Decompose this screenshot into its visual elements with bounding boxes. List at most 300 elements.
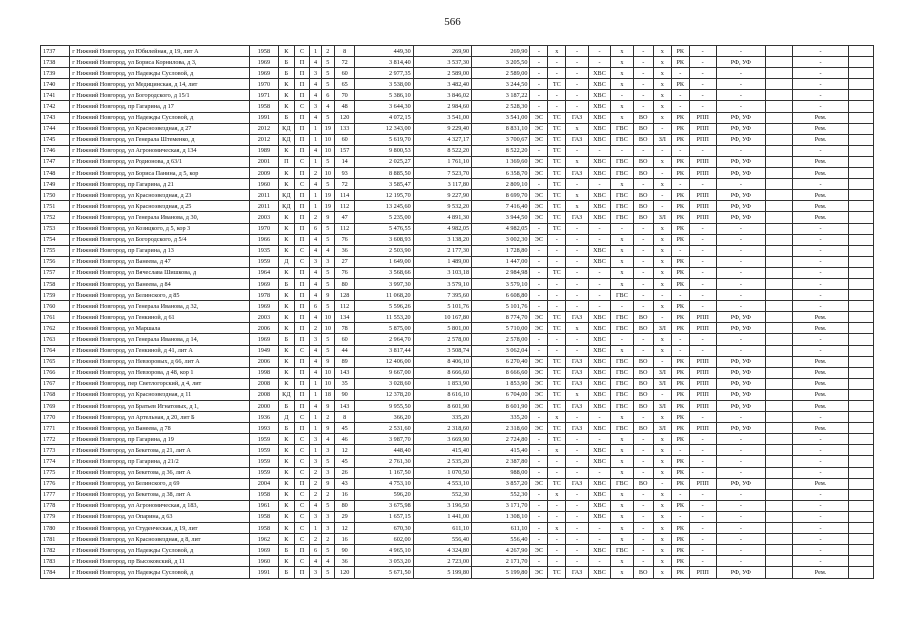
cell-c1: - bbox=[530, 57, 548, 68]
cell-cls: Д bbox=[278, 412, 294, 423]
cell-c8: РК bbox=[671, 123, 689, 134]
cell-c13 bbox=[849, 234, 874, 245]
cell-c1: - bbox=[530, 179, 548, 190]
cell-c6: - bbox=[633, 245, 653, 256]
cell-c11 bbox=[766, 378, 793, 389]
cell-no: 1767 bbox=[41, 378, 70, 389]
cell-c8: РК bbox=[671, 356, 689, 367]
cell-c1: - bbox=[530, 434, 548, 445]
cell-address: г Нижний Новгород, ул Бориса Панина, д 5, кор bbox=[70, 168, 250, 179]
cell-c2: х bbox=[548, 46, 566, 57]
cell-c3: х bbox=[566, 389, 588, 400]
cell-apts: 112 bbox=[335, 223, 355, 234]
cell-area_total: 2 964,70 bbox=[355, 334, 413, 345]
cell-c8: РК bbox=[671, 212, 689, 223]
cell-area_living: 3 482,40 bbox=[413, 79, 471, 90]
cell-apts: 12 bbox=[335, 445, 355, 456]
cell-c3: ГАЗ bbox=[566, 567, 588, 578]
cell-apts: 27 bbox=[335, 256, 355, 267]
cell-c3: - bbox=[566, 556, 588, 567]
cell-address: г Нижний Новгород, ул Генерала Иванова, д 30, bbox=[70, 212, 250, 223]
cell-floors: 3 bbox=[310, 511, 321, 522]
table-row bbox=[41, 290, 874, 301]
cell-area_res: 2 984,98 bbox=[472, 267, 530, 278]
cell-c5: ГВС bbox=[611, 312, 633, 323]
cell-year: 1949 bbox=[249, 345, 278, 356]
cell-apts: 76 bbox=[335, 267, 355, 278]
cell-address: г Нижний Новгород, пр Гагарина, д 13 bbox=[70, 245, 250, 256]
cell-no: 1740 bbox=[41, 79, 70, 90]
cell-c5: х bbox=[611, 467, 633, 478]
cell-cls: Б bbox=[278, 68, 294, 79]
cell-c2: х bbox=[548, 412, 566, 423]
cell-c5: ГВС bbox=[611, 367, 633, 378]
cell-floors: 1 bbox=[310, 46, 321, 57]
cell-c10: РФ, УФ bbox=[716, 378, 765, 389]
cell-area_living: 7 523,70 bbox=[413, 168, 471, 179]
cell-c11 bbox=[766, 534, 793, 545]
cell-address: г Нижний Новгород, ул Надежды Сусловой, д bbox=[70, 112, 250, 123]
cell-year: 2011 bbox=[249, 201, 278, 212]
cell-apts: 44 bbox=[335, 345, 355, 356]
cell-ent: 10 bbox=[321, 378, 334, 389]
cell-c1: - bbox=[530, 68, 548, 79]
cell-c8: - bbox=[671, 145, 689, 156]
cell-c5: ГВС bbox=[611, 190, 633, 201]
cell-c3: - bbox=[566, 79, 588, 90]
cell-c13 bbox=[849, 489, 874, 500]
cell-c8: - bbox=[671, 489, 689, 500]
cell-c6: - bbox=[633, 500, 653, 511]
cell-c3: - bbox=[566, 301, 588, 312]
cell-c4: ХВС bbox=[588, 389, 610, 400]
cell-c2: - bbox=[548, 290, 566, 301]
cell-c8: РК bbox=[671, 323, 689, 334]
cell-no: 1777 bbox=[41, 489, 70, 500]
cell-address: г Нижний Новгород, ул Генерала Штеменко, д bbox=[70, 134, 250, 145]
cell-address: г Нижний Новгород, ул Генкиной, д 41, лит А bbox=[70, 345, 250, 356]
cell-year: 2004 bbox=[249, 478, 278, 489]
cell-c2: - bbox=[548, 511, 566, 522]
cell-c7: ЗЛ bbox=[653, 367, 671, 378]
cell-ent: 5 bbox=[321, 345, 334, 356]
cell-ent: 5 bbox=[321, 334, 334, 345]
cell-c3: - bbox=[566, 267, 588, 278]
table-row bbox=[41, 489, 874, 500]
cell-year: 1969 bbox=[249, 57, 278, 68]
cell-c5: х bbox=[611, 500, 633, 511]
cell-area_living: 8 616,10 bbox=[413, 389, 471, 400]
cell-area_res: 2 387,80 bbox=[472, 456, 530, 467]
cell-c3: - bbox=[566, 445, 588, 456]
cell-year: 1970 bbox=[249, 223, 278, 234]
cell-c10: - bbox=[716, 46, 765, 57]
cell-c12: Рем. bbox=[793, 323, 849, 334]
cell-c10: РФ, УФ bbox=[716, 389, 765, 400]
cell-year: 2006 bbox=[249, 323, 278, 334]
cell-c10: - bbox=[716, 500, 765, 511]
cell-cls: КД bbox=[278, 123, 294, 134]
cell-area_res: 1 369,60 bbox=[472, 156, 530, 167]
cell-c4: ХВС bbox=[588, 334, 610, 345]
cell-c7: х bbox=[653, 90, 671, 101]
cell-area_living: 4 327,17 bbox=[413, 134, 471, 145]
cell-c9: - bbox=[689, 179, 716, 190]
cell-c7: х bbox=[653, 179, 671, 190]
cell-year: 1959 bbox=[249, 456, 278, 467]
cell-apts: 76 bbox=[335, 234, 355, 245]
cell-no: 1758 bbox=[41, 278, 70, 289]
cell-area_total: 11 068,20 bbox=[355, 290, 413, 301]
cell-area_total: 9 955,50 bbox=[355, 401, 413, 412]
cell-c4: - bbox=[588, 301, 610, 312]
cell-apts: 80 bbox=[335, 500, 355, 511]
cell-c11 bbox=[766, 545, 793, 556]
cell-c3: ГАЗ bbox=[566, 112, 588, 123]
cell-c13 bbox=[849, 378, 874, 389]
cell-ent: 10 bbox=[321, 145, 334, 156]
cell-c13 bbox=[849, 534, 874, 545]
cell-c2: ТС bbox=[548, 168, 566, 179]
cell-c9: - bbox=[689, 79, 716, 90]
cell-mat: П bbox=[294, 301, 310, 312]
cell-c6: - bbox=[633, 90, 653, 101]
table-row bbox=[41, 345, 874, 356]
cell-no: 1755 bbox=[41, 245, 70, 256]
cell-c11 bbox=[766, 101, 793, 112]
cell-year: 1991 bbox=[249, 567, 278, 578]
cell-mat: С bbox=[294, 345, 310, 356]
cell-c10: - bbox=[716, 334, 765, 345]
cell-c8: - bbox=[671, 68, 689, 79]
cell-c12: - bbox=[793, 334, 849, 345]
cell-floors: 3 bbox=[310, 68, 321, 79]
cell-address: г Нижний Новгород, ул Ванеева, д 78 bbox=[70, 423, 250, 434]
cell-address: г Нижний Новгород, ул Бекетова, д 38, лит А bbox=[70, 489, 250, 500]
table-row bbox=[41, 123, 874, 134]
cell-c5: ГВС bbox=[611, 401, 633, 412]
cell-cls: К bbox=[278, 223, 294, 234]
cell-cls: Б bbox=[278, 567, 294, 578]
cell-c6: ВО bbox=[633, 134, 653, 145]
cell-c12: - bbox=[793, 523, 849, 534]
cell-c10: - bbox=[716, 534, 765, 545]
cell-c10: РФ, УФ bbox=[716, 212, 765, 223]
cell-c6: - bbox=[633, 256, 653, 267]
cell-c4: - bbox=[588, 267, 610, 278]
cell-area_res: 3 171,70 bbox=[472, 500, 530, 511]
cell-c3: - bbox=[566, 68, 588, 79]
cell-c12: - bbox=[793, 456, 849, 467]
cell-floors: 1 bbox=[310, 156, 321, 167]
cell-c2: ТС bbox=[548, 434, 566, 445]
cell-c6: - bbox=[633, 278, 653, 289]
cell-area_living: 2 177,30 bbox=[413, 245, 471, 256]
cell-c9: РПП bbox=[689, 567, 716, 578]
cell-ent: 5 bbox=[321, 267, 334, 278]
cell-mat: П bbox=[294, 312, 310, 323]
cell-area_res: 4 267,90 bbox=[472, 545, 530, 556]
cell-c9: РПП bbox=[689, 378, 716, 389]
cell-mat: С bbox=[294, 434, 310, 445]
cell-c1: - bbox=[530, 456, 548, 467]
cell-c7: ЗЛ bbox=[653, 134, 671, 145]
cell-apts: 36 bbox=[335, 556, 355, 567]
cell-c1: - bbox=[530, 334, 548, 345]
cell-c6: ВО bbox=[633, 201, 653, 212]
cell-c13 bbox=[849, 79, 874, 90]
cell-c8: РК bbox=[671, 46, 689, 57]
cell-c6: ВО bbox=[633, 389, 653, 400]
cell-mat: П bbox=[294, 123, 310, 134]
cell-c5: х bbox=[611, 267, 633, 278]
cell-c3: ГАЗ bbox=[566, 378, 588, 389]
cell-c8: РК bbox=[671, 423, 689, 434]
cell-address: г Нижний Новгород, ул Агрономическая, д 134 bbox=[70, 145, 250, 156]
cell-c7: х bbox=[653, 456, 671, 467]
cell-no: 1768 bbox=[41, 389, 70, 400]
cell-floors: 2 bbox=[310, 323, 321, 334]
cell-ent: 10 bbox=[321, 323, 334, 334]
cell-c7: х bbox=[653, 534, 671, 545]
cell-c12: - bbox=[793, 57, 849, 68]
cell-c11 bbox=[766, 212, 793, 223]
cell-cls: К bbox=[278, 245, 294, 256]
register-body bbox=[41, 46, 874, 579]
cell-address: г Нижний Новгород, ул Вячеслава Шишкова, д bbox=[70, 267, 250, 278]
cell-c4: ХВС bbox=[588, 456, 610, 467]
cell-area_res: 8 774,70 bbox=[472, 312, 530, 323]
cell-c1: - bbox=[530, 267, 548, 278]
cell-c7: х bbox=[653, 412, 671, 423]
cell-address: г Нижний Новгород, ул Артельная, д 20, лит Б bbox=[70, 412, 250, 423]
cell-area_total: 13 245,60 bbox=[355, 201, 413, 212]
cell-c10: - bbox=[716, 145, 765, 156]
cell-apts: 89 bbox=[335, 356, 355, 367]
cell-address: г Нижний Новгород, пр Гагарина, д 19 bbox=[70, 434, 250, 445]
cell-area_living: 7 395,60 bbox=[413, 290, 471, 301]
table-row bbox=[41, 412, 874, 423]
cell-c1: ЭС bbox=[530, 378, 548, 389]
cell-c5: х bbox=[611, 278, 633, 289]
cell-c2: ТС bbox=[548, 112, 566, 123]
cell-c12: Рем. bbox=[793, 156, 849, 167]
cell-c12: - bbox=[793, 68, 849, 79]
cell-year: 2008 bbox=[249, 378, 278, 389]
table-row bbox=[41, 434, 874, 445]
cell-c1: - bbox=[530, 223, 548, 234]
cell-c7: х bbox=[653, 223, 671, 234]
cell-c5: ГВС bbox=[611, 378, 633, 389]
cell-no: 1753 bbox=[41, 223, 70, 234]
cell-c1: - bbox=[530, 489, 548, 500]
cell-c9: - bbox=[689, 68, 716, 79]
cell-c5: х bbox=[611, 445, 633, 456]
cell-c12: - bbox=[793, 345, 849, 356]
cell-area_res: 8 601,90 bbox=[472, 401, 530, 412]
cell-c6: - bbox=[633, 445, 653, 456]
cell-no: 1774 bbox=[41, 456, 70, 467]
cell-no: 1771 bbox=[41, 423, 70, 434]
cell-c10: - bbox=[716, 301, 765, 312]
cell-area_total: 2 531,60 bbox=[355, 423, 413, 434]
cell-c9: - bbox=[689, 57, 716, 68]
cell-address: г Нижний Новгород, пр Гагарина, д 21/2 bbox=[70, 456, 250, 467]
cell-floors: 4 bbox=[310, 179, 321, 190]
cell-ent: 5 bbox=[321, 456, 334, 467]
cell-ent: 9 bbox=[321, 401, 334, 412]
cell-c6: ВО bbox=[633, 378, 653, 389]
cell-cls: К bbox=[278, 456, 294, 467]
cell-ent: 5 bbox=[321, 567, 334, 578]
cell-c11 bbox=[766, 256, 793, 267]
cell-ent: 5 bbox=[321, 545, 334, 556]
cell-cls: К bbox=[278, 511, 294, 522]
cell-floors: 4 bbox=[310, 90, 321, 101]
cell-c13 bbox=[849, 500, 874, 511]
cell-area_living: 4 553,10 bbox=[413, 478, 471, 489]
cell-c3: - bbox=[566, 534, 588, 545]
cell-c4: ХВС bbox=[588, 489, 610, 500]
cell-c4: ХВС bbox=[588, 190, 610, 201]
cell-address: г Нижний Новгород, ул Медицинская, д 14, лит bbox=[70, 79, 250, 90]
cell-area_total: 2 503,90 bbox=[355, 245, 413, 256]
cell-c7: х bbox=[653, 545, 671, 556]
cell-c6: ВО bbox=[633, 156, 653, 167]
cell-c1: ЭС bbox=[530, 134, 548, 145]
cell-mat: С bbox=[294, 179, 310, 190]
cell-floors: 3 bbox=[310, 256, 321, 267]
cell-c11 bbox=[766, 323, 793, 334]
cell-c1: ЭС bbox=[530, 356, 548, 367]
cell-c6: - bbox=[633, 467, 653, 478]
cell-cls: К bbox=[278, 556, 294, 567]
cell-c13 bbox=[849, 434, 874, 445]
cell-cls: К bbox=[278, 434, 294, 445]
cell-c1: - bbox=[530, 79, 548, 90]
cell-area_total: 1 657,15 bbox=[355, 511, 413, 522]
table-row bbox=[41, 467, 874, 478]
cell-apts: 45 bbox=[335, 456, 355, 467]
cell-area_res: 2 589,00 bbox=[472, 68, 530, 79]
cell-cls: Б bbox=[278, 334, 294, 345]
cell-area_living: 5 101,76 bbox=[413, 301, 471, 312]
cell-c5: х bbox=[611, 511, 633, 522]
cell-mat: П bbox=[294, 567, 310, 578]
cell-c11 bbox=[766, 334, 793, 345]
table-row bbox=[41, 301, 874, 312]
cell-c7: х bbox=[653, 245, 671, 256]
cell-floors: 4 bbox=[310, 312, 321, 323]
cell-floors: 3 bbox=[310, 567, 321, 578]
cell-area_total: 3 814,40 bbox=[355, 57, 413, 68]
cell-c3: ГАЗ bbox=[566, 367, 588, 378]
cell-c11 bbox=[766, 278, 793, 289]
cell-c13 bbox=[849, 423, 874, 434]
cell-c3: - bbox=[566, 545, 588, 556]
cell-c2: х bbox=[548, 489, 566, 500]
cell-c7: - bbox=[653, 389, 671, 400]
cell-ent: 4 bbox=[321, 556, 334, 567]
cell-no: 1772 bbox=[41, 434, 70, 445]
cell-area_living: 2 589,00 bbox=[413, 68, 471, 79]
cell-floors: 4 bbox=[310, 145, 321, 156]
cell-area_living: 2 578,00 bbox=[413, 334, 471, 345]
cell-c12: - bbox=[793, 267, 849, 278]
cell-c9: - bbox=[689, 534, 716, 545]
cell-c6: ВО bbox=[633, 478, 653, 489]
cell-c7: х bbox=[653, 567, 671, 578]
cell-c7: х bbox=[653, 57, 671, 68]
cell-c5: ГВС bbox=[611, 545, 633, 556]
cell-c1: ЭС bbox=[530, 389, 548, 400]
cell-c6: - bbox=[633, 489, 653, 500]
cell-area_living: 9 229,40 bbox=[413, 123, 471, 134]
cell-mat: П bbox=[294, 290, 310, 301]
cell-c3: - bbox=[566, 179, 588, 190]
cell-apts: 60 bbox=[335, 334, 355, 345]
cell-c10: РФ, УФ bbox=[716, 323, 765, 334]
cell-apts: 8 bbox=[335, 46, 355, 57]
cell-c9: - bbox=[689, 256, 716, 267]
cell-c12: - bbox=[793, 467, 849, 478]
cell-c4: ХВС bbox=[588, 201, 610, 212]
cell-c4: ХВС bbox=[588, 90, 610, 101]
cell-address: г Нижний Новгород, ул Бориса Корнилова, д 3, bbox=[70, 57, 250, 68]
cell-c12: Рем. bbox=[793, 389, 849, 400]
cell-c2: ТС bbox=[548, 478, 566, 489]
cell-area_total: 12 406,00 bbox=[355, 356, 413, 367]
cell-c10: - bbox=[716, 101, 765, 112]
cell-year: 2000 bbox=[249, 401, 278, 412]
cell-c5: - bbox=[611, 334, 633, 345]
cell-area_res: 335,20 bbox=[472, 412, 530, 423]
cell-apts: 70 bbox=[335, 90, 355, 101]
cell-mat: С bbox=[294, 46, 310, 57]
cell-apts: 65 bbox=[335, 79, 355, 90]
cell-c9: - bbox=[689, 234, 716, 245]
cell-year: 1960 bbox=[249, 179, 278, 190]
cell-c10: - bbox=[716, 523, 765, 534]
cell-no: 1780 bbox=[41, 523, 70, 534]
cell-mat: П bbox=[294, 190, 310, 201]
cell-mat: П bbox=[294, 112, 310, 123]
cell-c3: х bbox=[566, 190, 588, 201]
cell-area_living: 8 406,10 bbox=[413, 356, 471, 367]
cell-c11 bbox=[766, 567, 793, 578]
cell-c1: ЭС bbox=[530, 201, 548, 212]
cell-floors: 3 bbox=[310, 456, 321, 467]
cell-c6: - bbox=[633, 267, 653, 278]
cell-area_res: 3 700,67 bbox=[472, 134, 530, 145]
cell-c9: РПП bbox=[689, 423, 716, 434]
cell-c9: - bbox=[689, 345, 716, 356]
cell-floors: 1 bbox=[310, 201, 321, 212]
cell-c10: РФ, УФ bbox=[716, 190, 765, 201]
cell-cls: К bbox=[278, 90, 294, 101]
table-row bbox=[41, 278, 874, 289]
cell-ent: 2 bbox=[321, 489, 334, 500]
cell-area_living: 556,40 bbox=[413, 534, 471, 545]
cell-no: 1759 bbox=[41, 290, 70, 301]
cell-ent: 5 bbox=[321, 234, 334, 245]
cell-mat: П bbox=[294, 145, 310, 156]
cell-c10: РФ, УФ bbox=[716, 112, 765, 123]
cell-c10: - bbox=[716, 245, 765, 256]
cell-c4: ХВС bbox=[588, 511, 610, 522]
cell-c13 bbox=[849, 256, 874, 267]
cell-c11 bbox=[766, 46, 793, 57]
